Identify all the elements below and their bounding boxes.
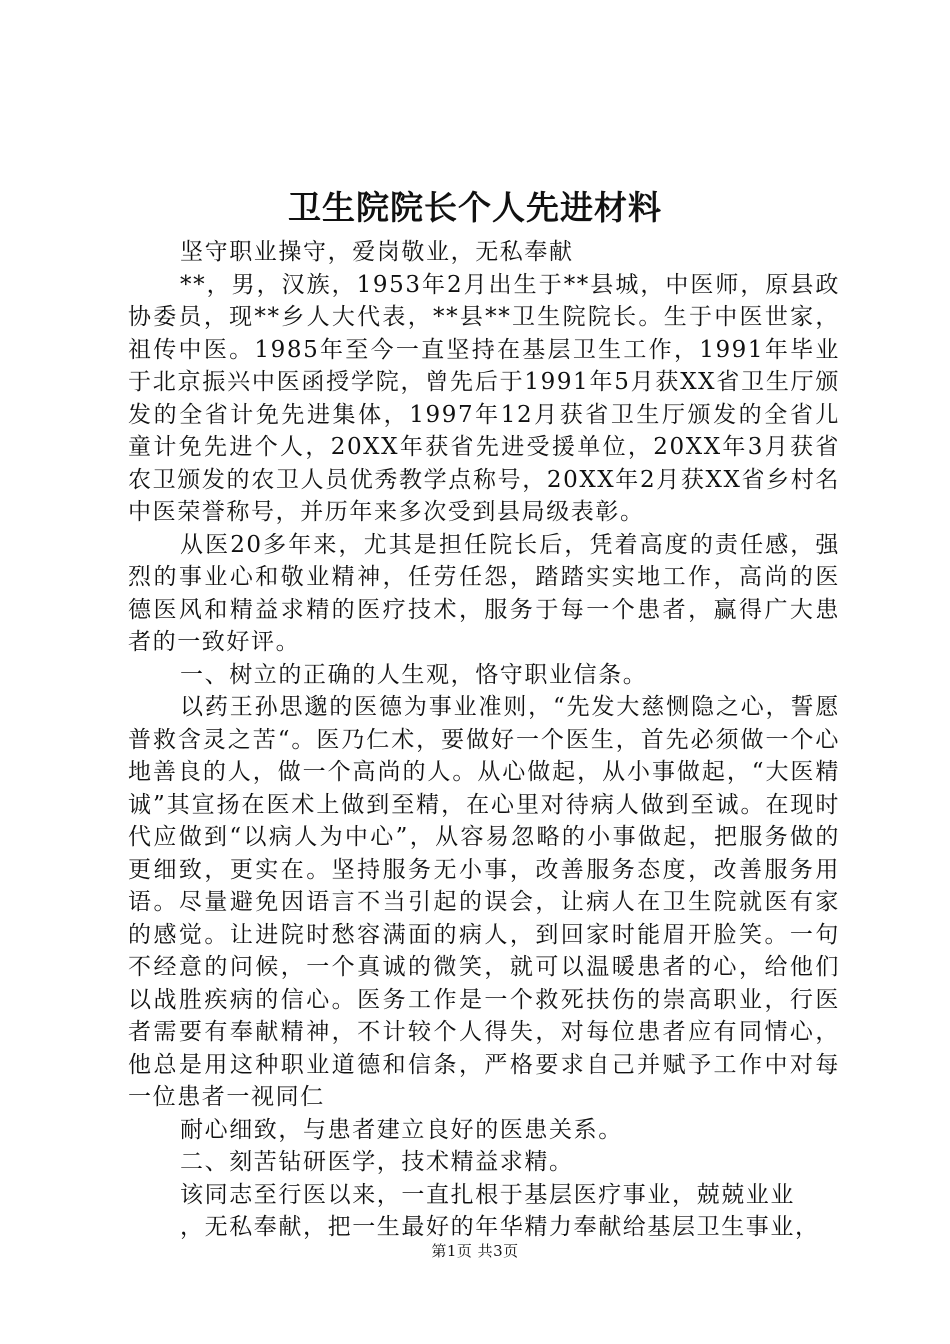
paragraph-patience: 耐心细致，与患者建立良好的医患关系。 (180, 1116, 623, 1143)
document-title: 卫生院院长个人先进材料 (288, 188, 662, 227)
paragraph-subtitle: 坚守职业操守，爱岗敬业，无私奉献 (180, 239, 574, 265)
section-heading-2: 二、刻苦钻研医学，技术精益求精。 (180, 1149, 574, 1175)
paragraph-dedication: 该同志至行医以来，一直扎根于基层医疗事业，兢兢业业 (180, 1181, 795, 1208)
page-footer: 第1页 共3页 (431, 1242, 519, 1260)
paragraph-ethics: 以药王孙思邈的医德为事业准则，“先发大慈恻隐之心，誓愿普救含灵之苦“。医乃仁术，要做好一个医生，首先必须做一个心地善良的人，做一个高尚的人。从心做起，从小事做起，“大医精诚”其宣扬在医术上做到至精，在心里对待病人做到至诚。在现时代应做到“以病人为中心”，从容易忽略的小事做起，把服务做的更细致，更实在。坚持服务无小事，改善服务态度，改善服务用语。尽量避免因语言不当引起的误会，让病人在卫生院就医有家的感觉。让进院时愁容满面的病人，到回家时能眉开脸笑。一句不经意的问候，一个真诚的微笑，就可以温暖患者的心，给他们以战胜疾病的信心。医务工作是一个救死扶伤的崇高职业，行医者需要有奉献精神，不计较个人得失，对每位患者应有同情心，他总是用这种职业道德和信条，严格要求自己并赋予工作中对每一位患者一视同仁 (128, 694, 840, 1110)
paragraph-career: 从医20多年来，尤其是担任院长后，凭着高度的责任感，强烈的事业心和敬业精神，任劳任怨，踏踏实实地工作，高尚的医德医风和精益求精的医疗技术，服务于每一个患者，赢得广大患者的一致好评。 (128, 531, 840, 655)
section-heading-1: 一、树立的正确的人生观，恪守职业信条。 (180, 661, 648, 688)
paragraph-dedication-continued: ，无私奉献，把一生最好的年华精力奉献给基层卫生事业， (180, 1214, 820, 1240)
document-body (128, 236, 840, 1244)
paragraph-profile: **，男，汉族，1953年2月出生于**县城，中医师，原县政协委员，现**乡人大代表，**县**卫生院院长。生于中医世家，祖传中医。1985年至今一直坚持在基层卫生工作，1991年毕业于北京振兴中医函授学院，曾先后于1991年5月获XX省卫生厅颁发的全省计免先进集体，1997年12月获省卫生厅颁发的全省儿童计免先进个人，20XX年获省先进受援单位，20XX年3月获省农卫颁发的农卫人员优秀教学点称号，20XX年2月获XX省乡村名中医荣誉称号，并历年来多次受到县局级表彰。 (128, 271, 840, 525)
